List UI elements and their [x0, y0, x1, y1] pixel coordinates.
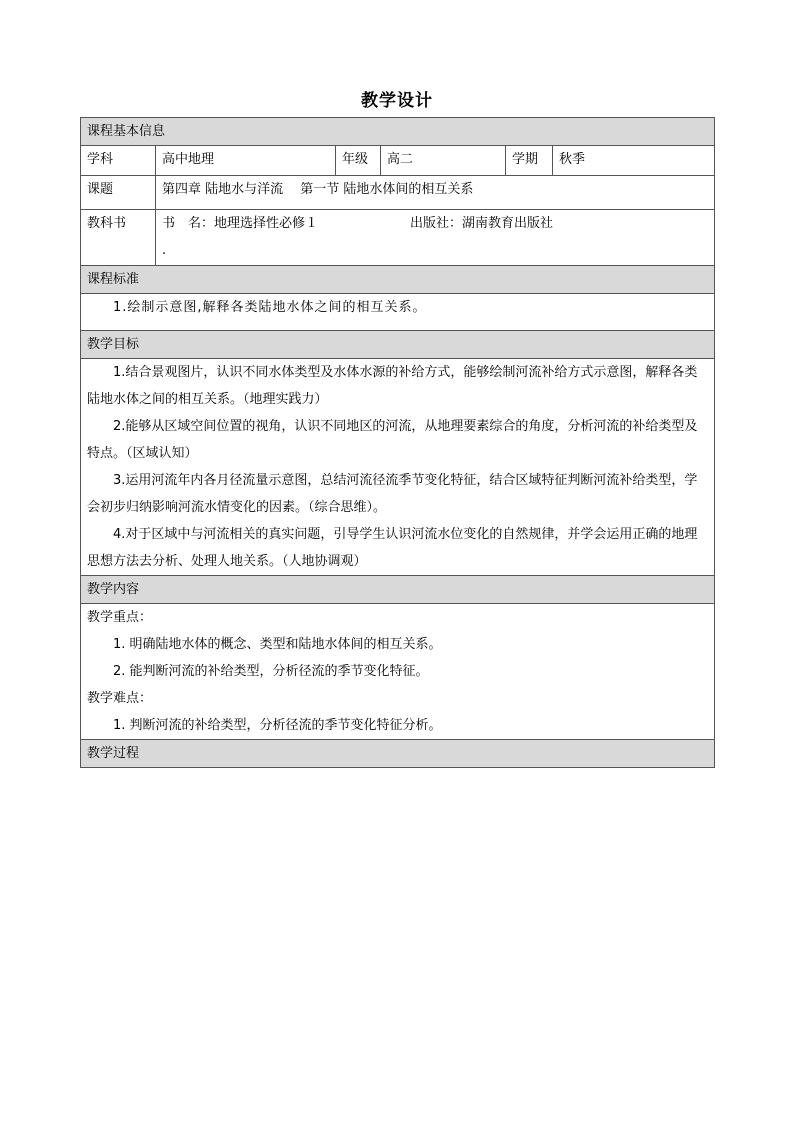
difficulty-label: 教学难点： [87, 691, 153, 706]
textbook-value [156, 210, 715, 266]
objective-item: 2.能够从区域空间位置的视角，认识不同地区的河流，从地理要素综合的角度，分析河流的补给类型及特点。（区域认知） [87, 419, 698, 461]
objective-item: 4.对于区域中与河流相关的真实问题，引导学生认识河流水位变化的自然规律，并学会运用正确的地理思想方法去分析、处理人地关系。（人地协调观） [87, 527, 698, 569]
section-header-objectives: 教学目标 [81, 331, 715, 359]
content-cell [81, 604, 715, 740]
section-header-basic-info: 课程基本信息 [81, 118, 715, 146]
topic-label: 课题 [81, 176, 156, 210]
grade-label: 年级 [336, 146, 381, 176]
objective-item: 3.运用河流年内各月径流量示意图，总结河流径流季节变化特征，结合区域特征判断河流补给类型，学会初步归纳影响河流水情变化的因素。（综合思维）。 [87, 473, 698, 515]
book-dot: . [162, 243, 167, 258]
section-header-standard: 课程标准 [81, 266, 715, 294]
lesson-design-table [80, 117, 715, 768]
book-name: 书 名：地理选择性必修１ [162, 216, 319, 231]
topic-value: 第四章 陆地水与洋流 第一节 陆地水体间的相互关系 [156, 176, 715, 210]
grade-value: 高二 [381, 146, 506, 176]
objective-item: 1.结合景观图片，认识不同水体类型及水体水源的补给方式，能够绘制河流补给方式示意图，解释各类陆地水体之间的相互关系。（地理实践力） [87, 365, 698, 407]
subject-label: 学科 [81, 146, 156, 176]
section-header-content: 教学内容 [81, 576, 715, 604]
difficulty-item: 1. 判断河流的补给类型，分析径流的季节变化特征分析。 [113, 718, 442, 733]
standard-item: 1.绘制示意图,解释各类陆地水体之间的相互关系。 [113, 300, 427, 315]
key-points-label: 教学重点： [87, 610, 153, 625]
key-point-item: 1. 明确陆地水体的概念、类型和陆地水体间的相互关系。 [113, 637, 442, 652]
term-label: 学期 [506, 146, 553, 176]
section-header-process: 教学过程 [81, 740, 715, 768]
standard-cell [81, 294, 715, 331]
textbook-label: 教科书 [81, 210, 156, 266]
page-title: 教学设计 [361, 91, 433, 111]
subject-value: 高中地理 [156, 146, 336, 176]
term-value: 秋季 [553, 146, 715, 176]
book-publisher: 出版社：湖南教育出版社 [410, 216, 554, 231]
key-point-item: 2. 能判断河流的补给类型，分析径流的季节变化特征。 [113, 664, 429, 679]
objectives-cell [81, 359, 715, 576]
